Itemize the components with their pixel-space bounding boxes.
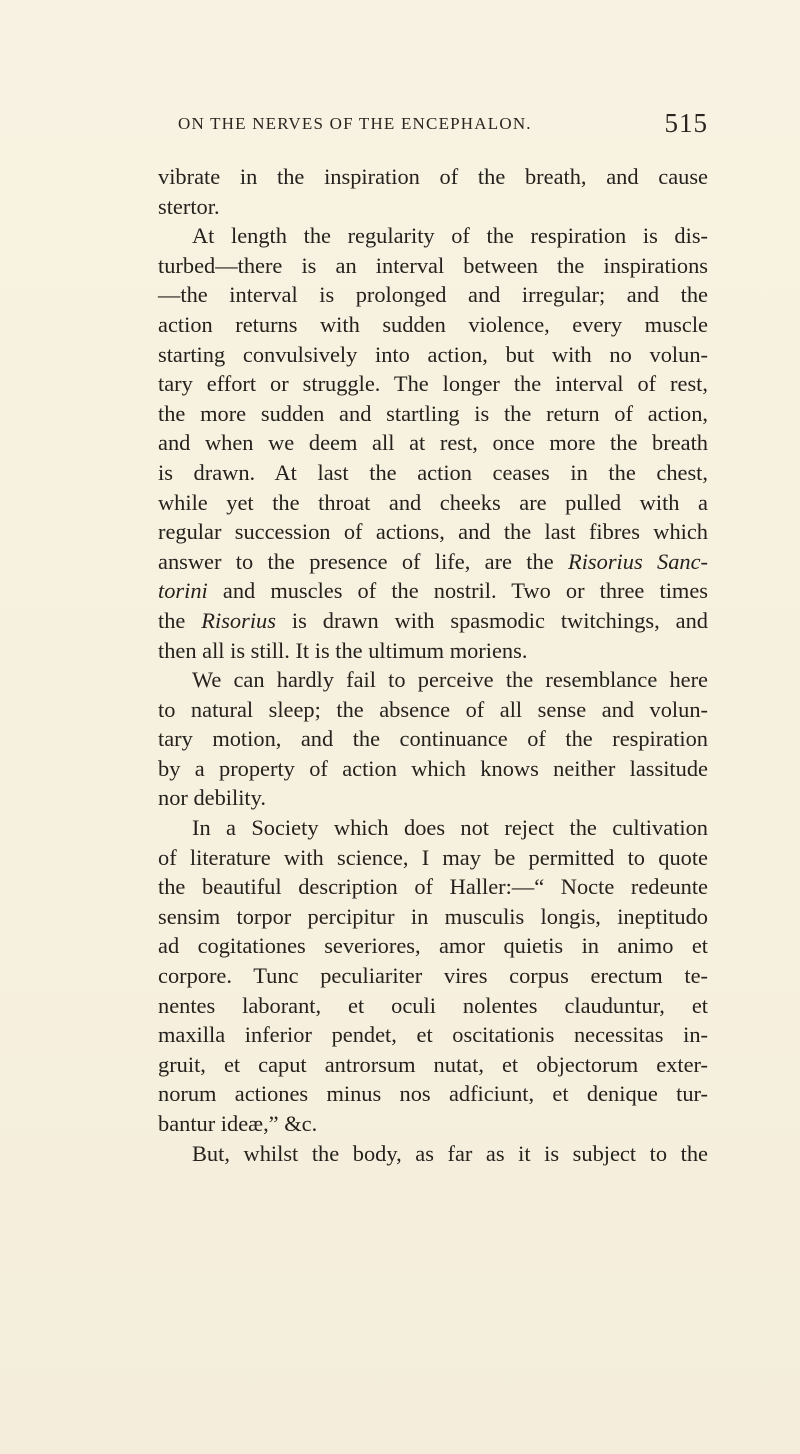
text-line: regular succession of actions, and the last fibres which xyxy=(158,519,708,545)
text-line: norum actiones minus nos adficiunt, et denique tur- xyxy=(158,1081,708,1107)
italic-term: Risorius xyxy=(201,607,276,633)
text-line: and when we deem all at rest, once more the breath xyxy=(158,430,708,456)
text-line: tary motion, and the continuance of the respiration xyxy=(158,726,708,752)
running-head xyxy=(178,110,708,140)
text-line: is drawn. At last the action ceases in the chest, xyxy=(158,459,708,485)
page-number: 515 xyxy=(664,108,708,138)
text-line: stertor. xyxy=(158,193,220,219)
text-line: nentes laborant, et oculi nolentes clauduntur, et xyxy=(158,992,708,1018)
text-line: action returns with sudden violence, every muscle xyxy=(158,311,708,337)
text-line: ad cogitationes severiores, amor quietis in animo et xyxy=(158,933,708,959)
italic-term: torini xyxy=(158,578,208,604)
text-line: We can hardly fail to perceive the resemblance here xyxy=(192,667,708,693)
text-segment: and muscles of the nostril. Two or three times xyxy=(222,578,708,604)
text-line: by a property of action which knows neither lassitude xyxy=(158,755,708,781)
text-line: of literature with science, I may be permitted to quote xyxy=(158,844,708,870)
text-line: nor debility. xyxy=(158,785,266,811)
body-text xyxy=(158,162,708,1168)
text-segment: is drawn with spasmodic twitchings, and xyxy=(291,607,708,633)
text-line: But, whilst the body, as far as it is subject to the xyxy=(192,1140,708,1166)
text-line: vibrate in the inspiration of the breath, and cause xyxy=(158,164,708,189)
text-line: the more sudden and startling is the return of action, xyxy=(158,400,708,426)
text-line: corpore. Tunc peculiariter vires corpus erectum te- xyxy=(158,963,708,989)
text-line: maxilla inferior pendet, et oscitationis necessitas in- xyxy=(158,1022,708,1048)
text-line: In a Society which does not reject the cultivation xyxy=(192,815,708,841)
text-line: then all is still. It is the ultimum moriens. xyxy=(158,637,528,663)
text-line: starting convulsively into action, but with no volun- xyxy=(158,341,708,367)
running-title: ON THE NERVES OF THE ENCEPHALON. xyxy=(178,114,532,133)
italic-term: Risorius Sanc- xyxy=(568,548,708,574)
text-line: —the interval is prolonged and irregular; and the xyxy=(158,282,708,308)
text-line: to natural sleep; the absence of all sense and volun- xyxy=(158,696,708,722)
text-line xyxy=(158,576,708,606)
text-line: sensim torpor percipitur in musculis longis, ineptitudo xyxy=(158,903,708,929)
text-line: At length the regularity of the respiration is dis- xyxy=(192,223,708,249)
text-segment: the xyxy=(158,607,186,633)
text-line: gruit, et caput antrorsum nutat, et objectorum exter- xyxy=(158,1051,708,1077)
text-line: while yet the throat and cheeks are pulled with a xyxy=(158,489,708,515)
text-line: the beautiful description of Haller:—“ Nocte redeunte xyxy=(158,874,708,900)
text-segment: answer to the presence of life, are the xyxy=(158,548,554,574)
text-line: turbed—there is an interval between the inspirations xyxy=(158,252,708,278)
text-line xyxy=(158,547,708,577)
text-line: tary effort or struggle. The longer the interval of rest, xyxy=(158,371,708,397)
text-line: bantur ideæ,” &c. xyxy=(158,1111,318,1136)
text-line xyxy=(158,606,708,636)
